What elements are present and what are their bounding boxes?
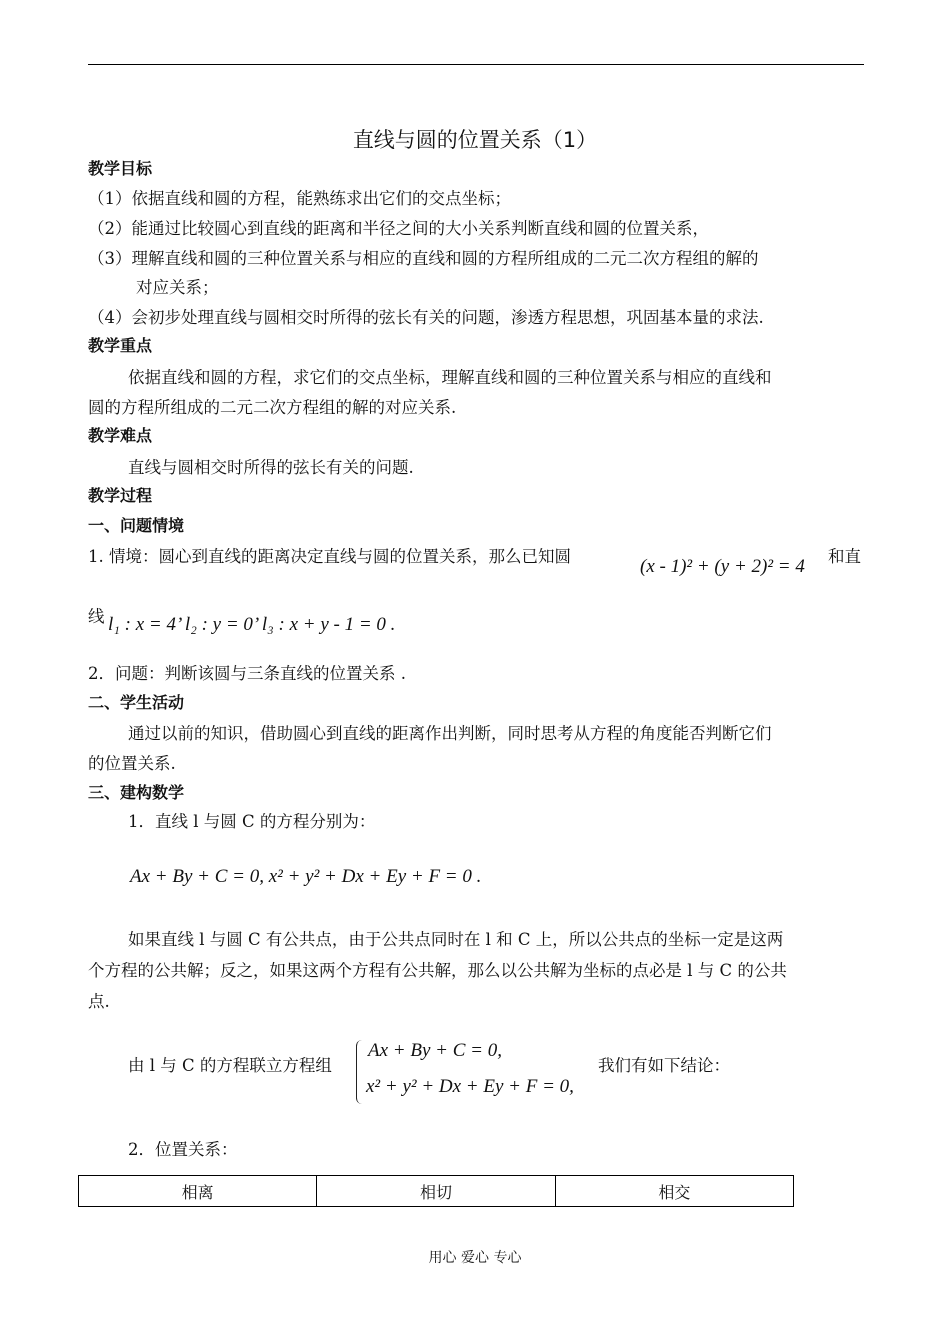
table-header-separate: 相离 [79, 1176, 317, 1207]
general-equations: Ax + By + C = 0, x² + y² + Dx + Ey + F = 0 . [130, 866, 482, 887]
goal-3: （3）理解直线和圆的三种位置关系与相应的直线和圆的方程所组成的二元二次方程组的解的 [88, 249, 759, 268]
system-equation-2: x² + y² + Dx + Ey + F = 0, [366, 1076, 574, 1097]
part3-para-3: 点. [88, 992, 110, 1011]
part2-line-2: 的位置关系. [88, 754, 176, 773]
table-header-intersect: 相交 [555, 1176, 793, 1207]
part3-item1: 1．直线 l 与圆 C 的方程分别为： [128, 812, 376, 831]
part1-item1: 1. 情境：圆心到直线的距离决定直线与圆的位置关系，那么已知圆 [88, 547, 571, 566]
part3-para-1: 如果直线 l 与圆 C 有公共点，由于公共点同时在 l 和 C 上，所以公共点的坐标一定是这两 [128, 930, 784, 949]
header-rule [88, 64, 864, 65]
part1-item2: 2．问题：判断该圆与三条直线的位置关系 . [88, 664, 406, 683]
key-line-1: 依据直线和圆的方程，求它们的交点坐标，理解直线和圆的三种位置关系与相应的直线和 [128, 368, 772, 387]
system-suffix: 我们有如下结论： [598, 1056, 730, 1075]
part3-para-2: 个方程的公共解；反之，如果这两个方程有公共解，那么以公共解为坐标的点必是 l 与 C 的公共 [88, 961, 787, 980]
goal-1: （1）依据直线和圆的方程，能熟练求出它们的交点坐标； [88, 189, 511, 208]
page-footer: 用心 爱心 专心 [428, 1250, 522, 1266]
system-prefix: 由 l 与 C 的方程联立方程组 [128, 1056, 332, 1075]
part1-heading: 一、问题情境 [88, 516, 185, 535]
goal-3-cont: 对应关系； [136, 278, 219, 297]
table-header-tangent: 相切 [317, 1176, 555, 1207]
position-relation-table [78, 1175, 794, 1207]
goals-heading: 教学目标 [88, 159, 153, 178]
part2-line-1: 通过以前的知识，借助圆心到直线的距离作出判断，同时思考从方程的角度能否判断它们 [128, 724, 772, 743]
process-heading: 教学过程 [88, 486, 153, 505]
part3-heading: 三、建构数学 [88, 783, 185, 802]
goal-4: （4）会初步处理直线与圆相交时所得的弦长有关的问题，渗透方程思想，巩固基本量的求法. [88, 308, 764, 327]
difficulty-text: 直线与圆相交时所得的弦长有关的问题. [128, 458, 414, 477]
part3-item2: 2．位置关系： [128, 1140, 238, 1159]
page-title: 直线与圆的位置关系（1） [352, 128, 598, 152]
lines-equation: l₁ : x = 4’ l₂ : y = 0’ l₃ : x + y - 1 = 0 . [108, 614, 396, 635]
difficulty-heading: 教学难点 [88, 426, 153, 445]
table-row [79, 1176, 794, 1207]
key-heading: 教学重点 [88, 336, 153, 355]
part1-item1-tail: 和直 [828, 547, 861, 566]
part1-line-prefix: 线 [88, 607, 105, 626]
circle-equation: (x - 1)² + (y + 2)² = 4 [640, 556, 805, 577]
system-equation-1: Ax + By + C = 0, [368, 1040, 502, 1061]
part2-heading: 二、学生活动 [88, 693, 185, 712]
goal-2: （2）能通过比较圆心到直线的距离和半径之间的大小关系判断直线和圆的位置关系， [88, 219, 709, 238]
key-line-2: 圆的方程所组成的二元二次方程组的解的对应关系. [88, 398, 457, 417]
